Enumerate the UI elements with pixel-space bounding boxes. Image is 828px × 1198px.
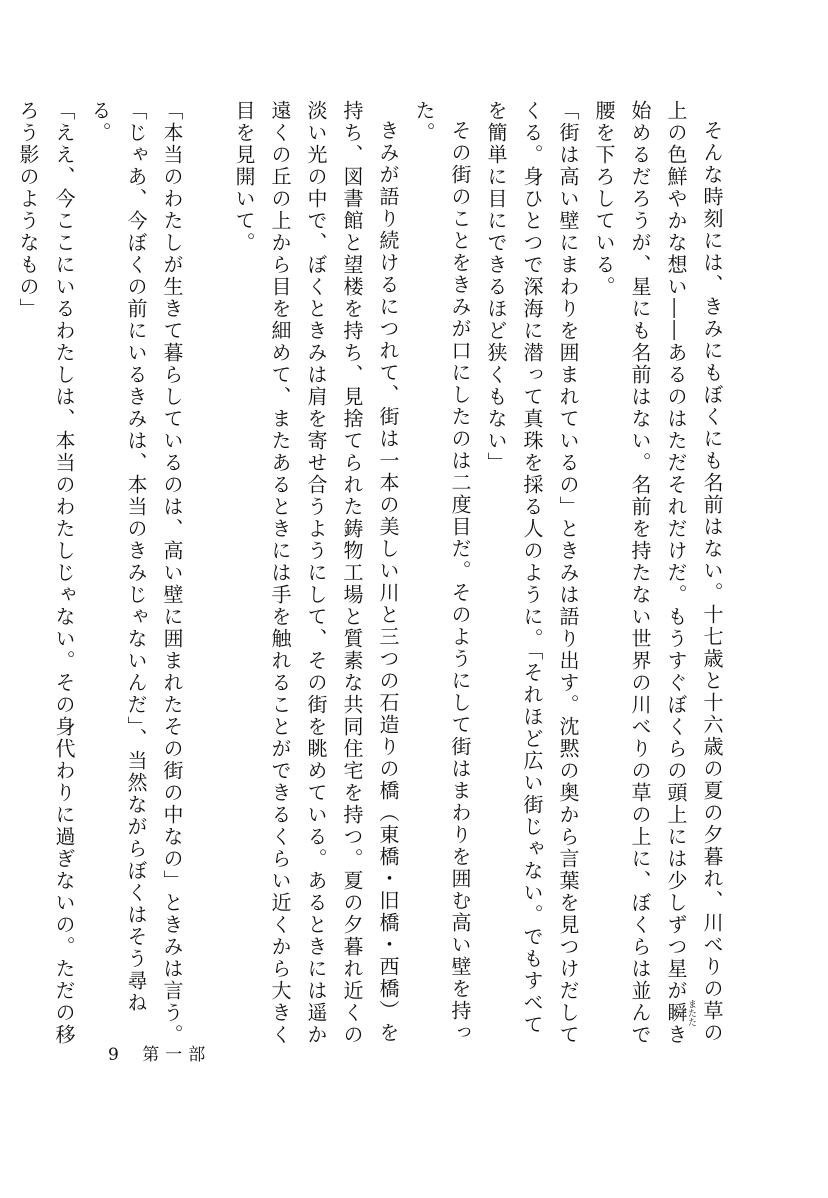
page-number: 9	[108, 1045, 125, 1065]
paragraph-7: 「ええ、今ここにいるわたしは、本当のわたしじゃない。その身代わりに過ぎないの。ただの移ろう影のようなもの」	[16, 100, 76, 1046]
paragraph-6: 「じゃあ、今ぼくの前にいるきみは、本当のきみじゃないんだ」、当然ながらぼくはそう尋ねる。	[88, 100, 148, 1014]
paragraph-3: その街のことをきみが口にしたのは二度目だ。そのようにして街はまわりを囲む高い壁を持った。	[412, 100, 472, 1044]
paragraph-4: きみが語り続けるにつれて、街は一本の美しい川と三つの石造りの橋（東橋・旧橋・西橋）を持ち、図書館と望楼を持ち、見捨てられた鋳物工場と質素な共同住宅を持つ。夏の夕暮れ近くの淡い光の中で、ぼくときみは肩を寄せ合うようにして、その街を眺めている。あるときには遥か遠くの丘の上から目を細めて、またあるときには手を触れることができるくらい近くから大きく目を見開いて。	[232, 100, 400, 1046]
vertical-text-body	[16, 100, 730, 1050]
ruby-reading: またた	[686, 999, 696, 1027]
part-label: 第一部	[142, 1045, 212, 1065]
ruby-matataki	[664, 999, 696, 1027]
paragraph-2: 「街は高い壁にまわりを囲まれているの」ときみは語り出す。沈黙の奥から言葉を見つけだしてくる。身ひとつで深海に潜って真珠を採る人のように。「それほど広い街じゃない。でもすべてを簡単に目にできるほど狭くもない」	[484, 100, 580, 1046]
paragraph-1-text-a: そんな時刻には、きみにもぼくにも名前はない。十七歳と十六歳の夏の夕暮れ、川べりの草の上の色鮮やかな想い――あるのはただそれだけだ。もうすぐぼくらの頭上には少しずつ星が	[664, 100, 724, 1044]
page-footer	[108, 1040, 217, 1065]
ruby-base: 瞬	[664, 999, 688, 1027]
paragraph-1	[586, 100, 730, 1050]
paragraph-5: 「本当のわたしが生きて暮らしているのは、高い壁に囲まれたその街の中なの」ときみは言う。	[160, 100, 184, 1046]
paragraph-1-text-b: き始めるだろうが、星にも名前はない。名前を持たない世界の川べりの草の上に、ぼくらは並んで腰を下ろしている。	[592, 100, 688, 1046]
